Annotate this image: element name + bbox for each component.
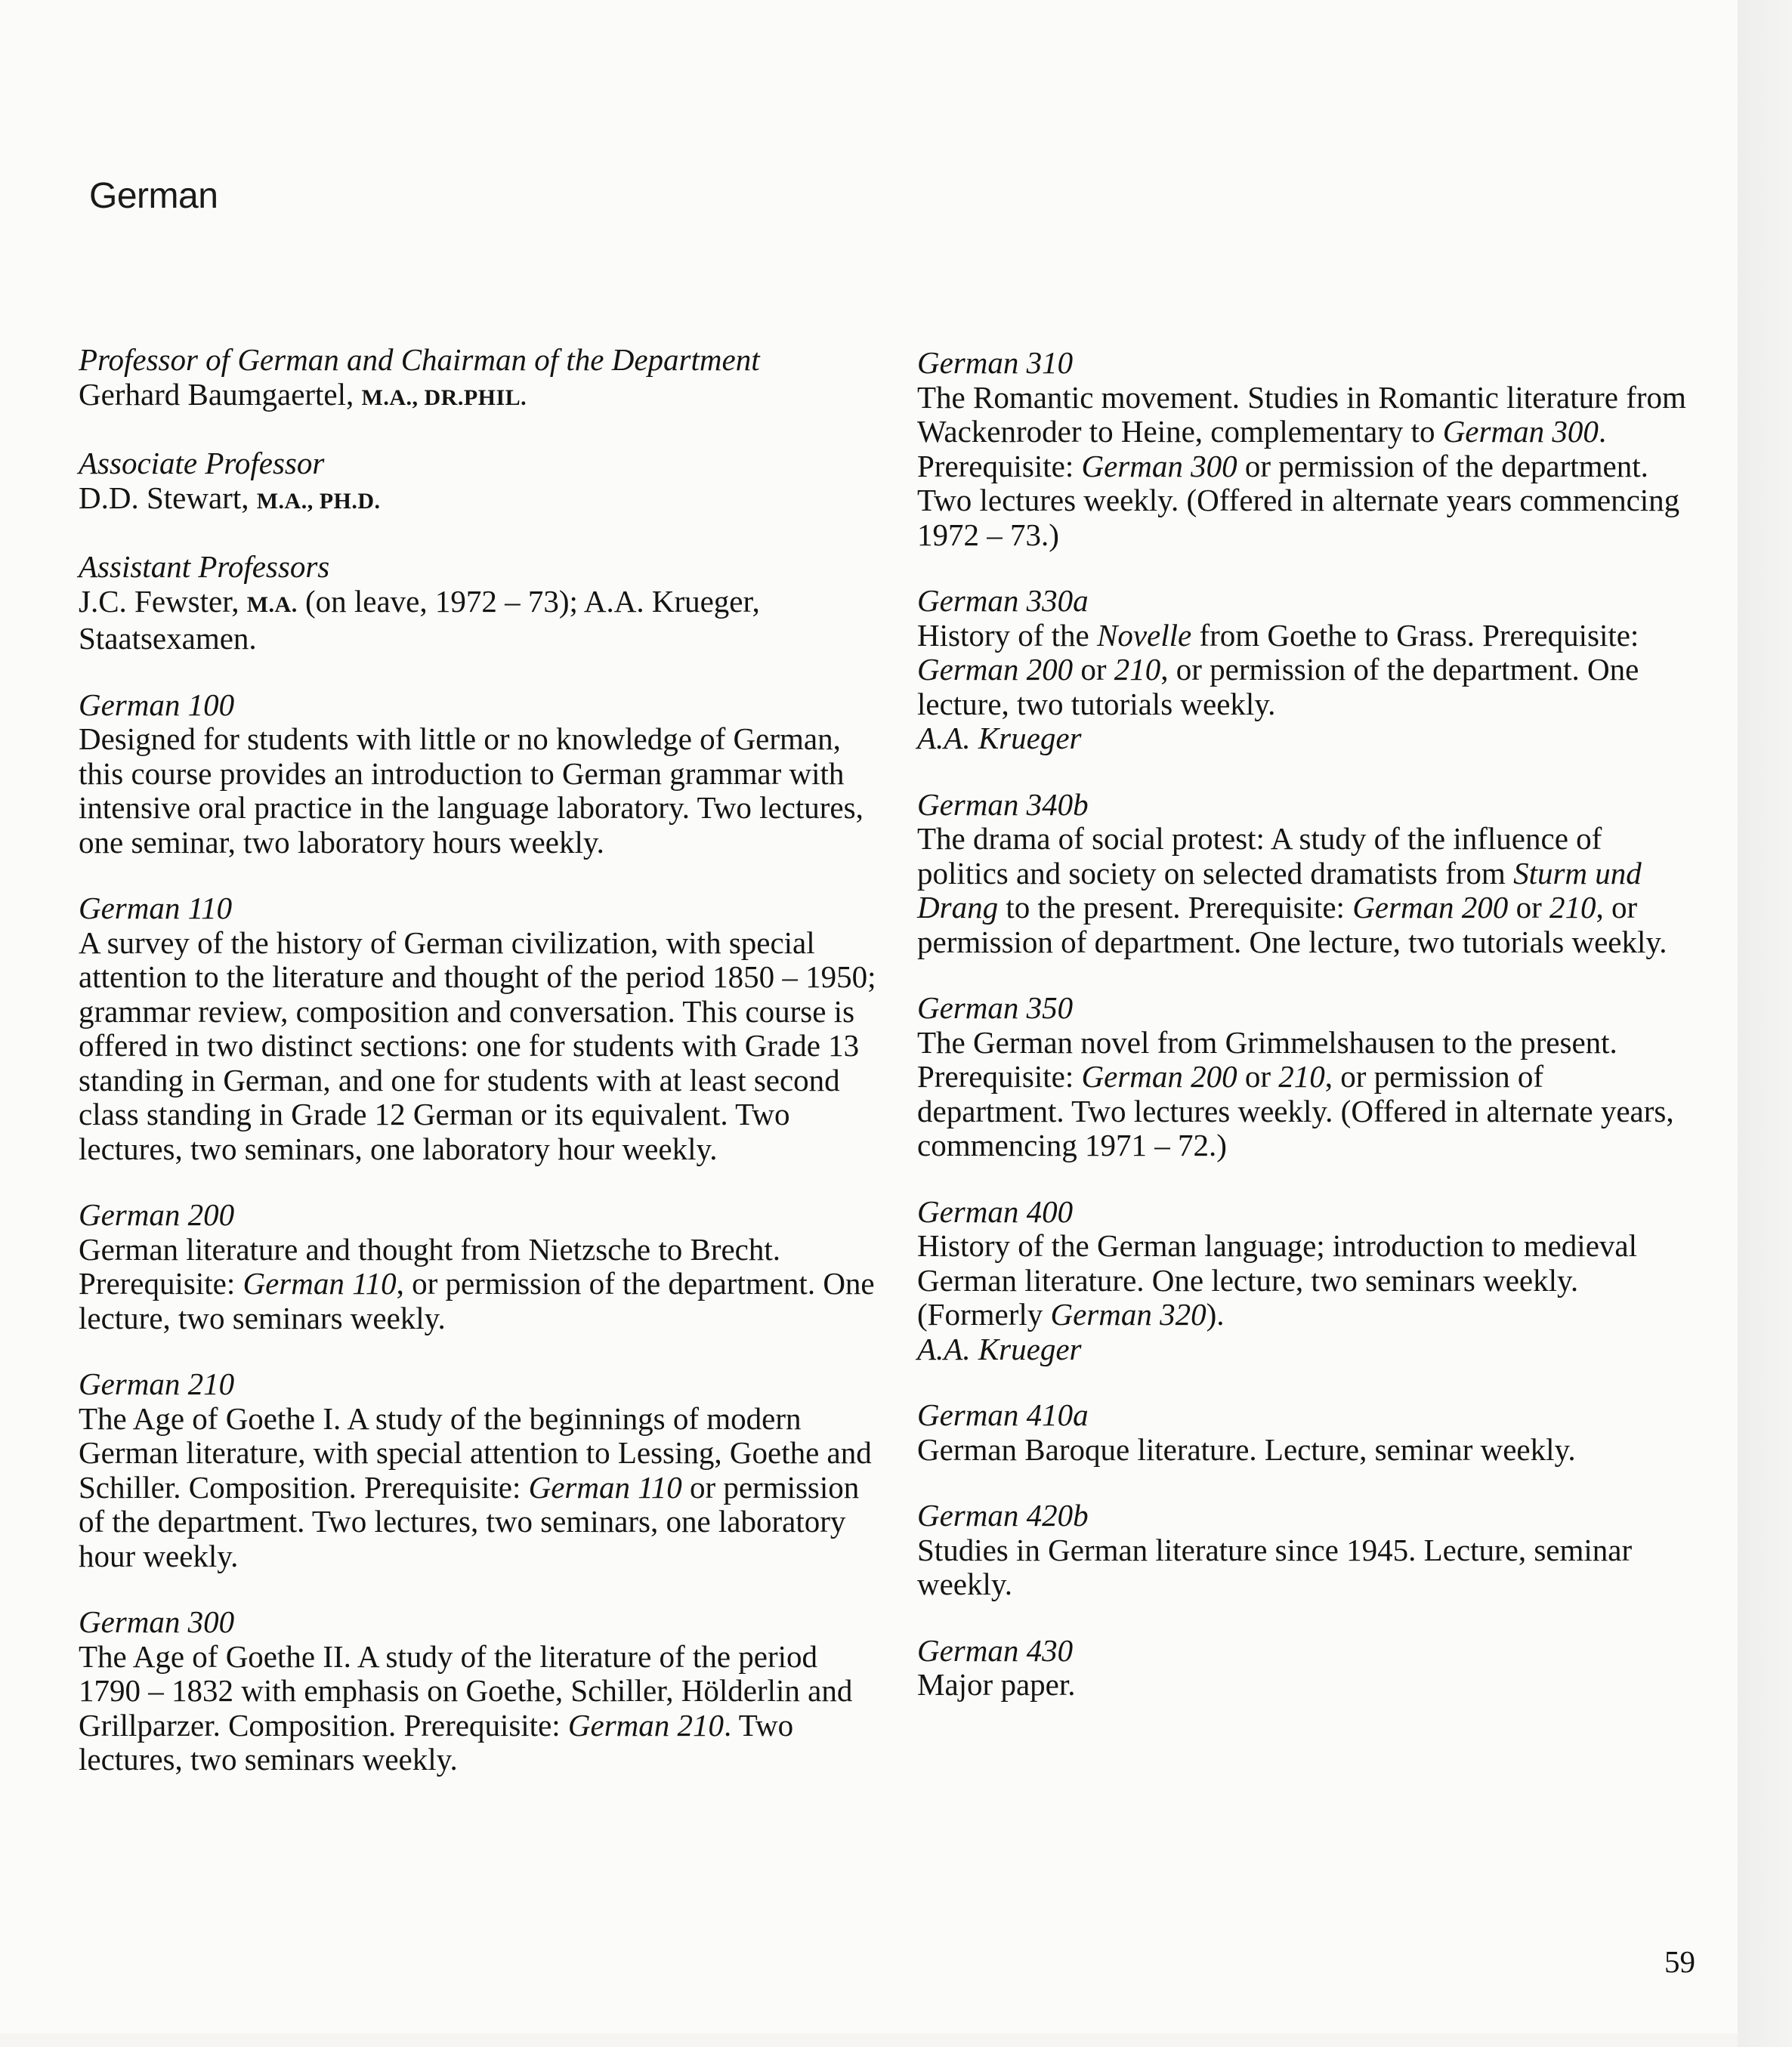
faculty-chair [79, 343, 879, 415]
course-reference: German 110 [243, 1266, 397, 1301]
course-description: A survey of the history of German civilization, with special attention to the literature and thought of the period 1850 – 1950; grammar review, composition and conversation. This course is offered in two distinct sections: one for students with Grade 13 standing in German, and one for students with at least second class standing in Grade 12 German or its equivalent. Two lectures, two seminars, one laboratory hour weekly. [79, 925, 876, 1166]
course-reference: 210 [1549, 890, 1596, 925]
associate-name-line [79, 481, 879, 519]
course-code: German 330a [917, 583, 1089, 618]
desc-part: , or permission of department. Two lectures weekly. (Offered in alternate years, commencing 1971 – 72.) [917, 1059, 1674, 1162]
desc-part: . Prerequisite: [917, 414, 1607, 483]
chair-role: Professor of German and Chairman of the Department [79, 342, 760, 377]
course-code: German 100 [79, 687, 235, 722]
course-description [917, 822, 1695, 959]
desc-part: , or permission of the department. One lecture, two tutorials weekly. [917, 652, 1639, 721]
desc-part: or [1073, 652, 1114, 687]
desc-part: , or permission of the department. One lecture, two seminars weekly. [79, 1266, 875, 1335]
chair-name-line [79, 378, 879, 415]
course-description: German Baroque literature. Lecture, seminar weekly. [917, 1431, 1576, 1467]
faculty-assistants [79, 550, 879, 656]
course-german-430 [917, 1634, 1695, 1703]
course-german-340b [917, 788, 1695, 960]
desc-part: to the present. Prerequisite: [998, 890, 1353, 925]
faculty-associate [79, 446, 879, 518]
associate-name: D.D. Stewart, [79, 480, 249, 515]
desc-part: The drama of social protest: A study of the influence of politics and society on selected dramatists from [917, 821, 1602, 891]
course-code: German 210 [79, 1366, 235, 1401]
course-instructor: A.A. Krueger [917, 1331, 1082, 1366]
course-reference: German 200 [917, 652, 1074, 687]
course-description [79, 1233, 879, 1336]
course-reference: German 320 [1050, 1297, 1207, 1332]
course-description [917, 381, 1695, 553]
desc-part: The Romantic movement. Studies in Romantic literature from Wackenroder to Heine, complementary to [917, 379, 1686, 449]
course-german-300 [79, 1605, 879, 1777]
course-code: German 200 [79, 1197, 235, 1232]
desc-part: from Goethe to Grass. Prerequisite: [1191, 617, 1639, 653]
course-code: German 340b [917, 786, 1089, 822]
assistant-degree-1: M.A. [246, 591, 298, 617]
desc-part: History of the [917, 617, 1097, 653]
course-description: Major paper. [917, 1667, 1076, 1702]
course-description [79, 1402, 879, 1574]
course-reference: Novelle [1097, 617, 1192, 653]
course-german-200 [79, 1198, 879, 1335]
course-reference: Sturm und Drang [917, 855, 1642, 925]
course-german-420b [917, 1499, 1695, 1602]
course-german-350 [917, 991, 1695, 1163]
chair-name: Gerhard Baumgaertel, [79, 376, 354, 412]
course-instructor: A.A. Krueger [917, 721, 1082, 755]
page-number: 59 [1664, 1944, 1695, 1979]
desc-part: or permission of the department. Two lectures, two seminars, one laboratory hour weekly. [79, 1469, 860, 1573]
course-description [917, 619, 1695, 722]
page-title: German [89, 176, 218, 216]
assistant-name-1: J.C. Fewster, [79, 583, 239, 619]
course-code: German 430 [917, 1632, 1074, 1668]
course-code: German 410a [917, 1397, 1089, 1432]
course-reference: German 110 [528, 1469, 682, 1505]
assistant-names [79, 585, 879, 656]
right-column [917, 346, 1695, 1734]
course-description [917, 1026, 1695, 1163]
course-description [79, 1640, 879, 1777]
course-reference: German 200 [1352, 890, 1509, 925]
course-code: German 300 [79, 1604, 235, 1639]
course-reference: German 200 [1081, 1059, 1237, 1094]
desc-part: The Age of Goethe II. A study of the literature of the period 1790 – 1832 with emphasis on Goethe, Schiller, Hölderlin and Grillparzer. Composition. Prerequisite: [79, 1638, 853, 1743]
course-code: German 110 [79, 891, 233, 925]
course-german-210 [79, 1367, 879, 1573]
desc-part: ). [1206, 1297, 1225, 1332]
course-code: German 350 [917, 990, 1074, 1025]
associate-role: Associate Professor [79, 446, 325, 480]
course-german-100 [79, 688, 879, 860]
chair-degrees: M.A., DR.PHIL. [361, 384, 527, 410]
course-german-310 [917, 346, 1695, 552]
course-reference: German 210 [567, 1707, 725, 1743]
desc-part: The German novel from Grimmelshausen to the present. Prerequisite: [917, 1024, 1617, 1094]
desc-part: or [1237, 1059, 1279, 1094]
desc-part: . Two lectures, two seminars weekly. [79, 1707, 794, 1777]
desc-part: The Age of Goethe I. A study of the beginnings of modern German literature, with special attention to Lessing, Goethe and Schiller. Composition. Prerequisite: [79, 1400, 872, 1505]
course-reference: German 300 [1081, 448, 1237, 483]
course-description: Designed for students with little or no knowledge of German, this course provides an introduction to German grammar with intensive oral practice in the language laboratory. Two lectures, one seminar, two laboratory hours weekly. [79, 721, 864, 860]
course-german-410a [917, 1398, 1695, 1467]
course-code: German 310 [917, 345, 1074, 380]
desc-part: History of the German language; introduction to medieval German literature. One lecture, two seminars weekly. (Formerly [917, 1228, 1637, 1332]
course-german-330a [917, 584, 1695, 756]
course-code: German 420b [917, 1498, 1089, 1533]
course-german-400 [917, 1195, 1695, 1367]
course-description: Studies in German literature since 1945. Lecture, seminar weekly. [917, 1532, 1633, 1601]
desc-part: German literature and thought from Nietzsche to Brecht. Prerequisite: [79, 1231, 781, 1301]
course-reference: 210 [1278, 1059, 1325, 1094]
assistant-rest: (on leave, 1972 – 73); A.A. Krueger, Staatsexamen. [79, 583, 760, 656]
course-reference: 210 [1114, 652, 1161, 687]
desc-part: or permission of the department. Two lectures weekly. (Offered in alternate years commencing 1972 – 73.) [917, 448, 1680, 552]
page-edge [1738, 0, 1792, 2047]
left-column [79, 343, 879, 1809]
desc-part: or [1508, 890, 1549, 925]
desc-part: , or permission of department. One lecture, two tutorials weekly. [917, 890, 1667, 959]
course-german-110 [79, 891, 879, 1166]
assistant-role: Assistant Professors [79, 549, 330, 584]
course-code: German 400 [917, 1193, 1074, 1229]
associate-degrees: M.A., PH.D. [256, 488, 381, 514]
course-description [917, 1229, 1695, 1332]
course-reference: German 300 [1442, 414, 1599, 449]
